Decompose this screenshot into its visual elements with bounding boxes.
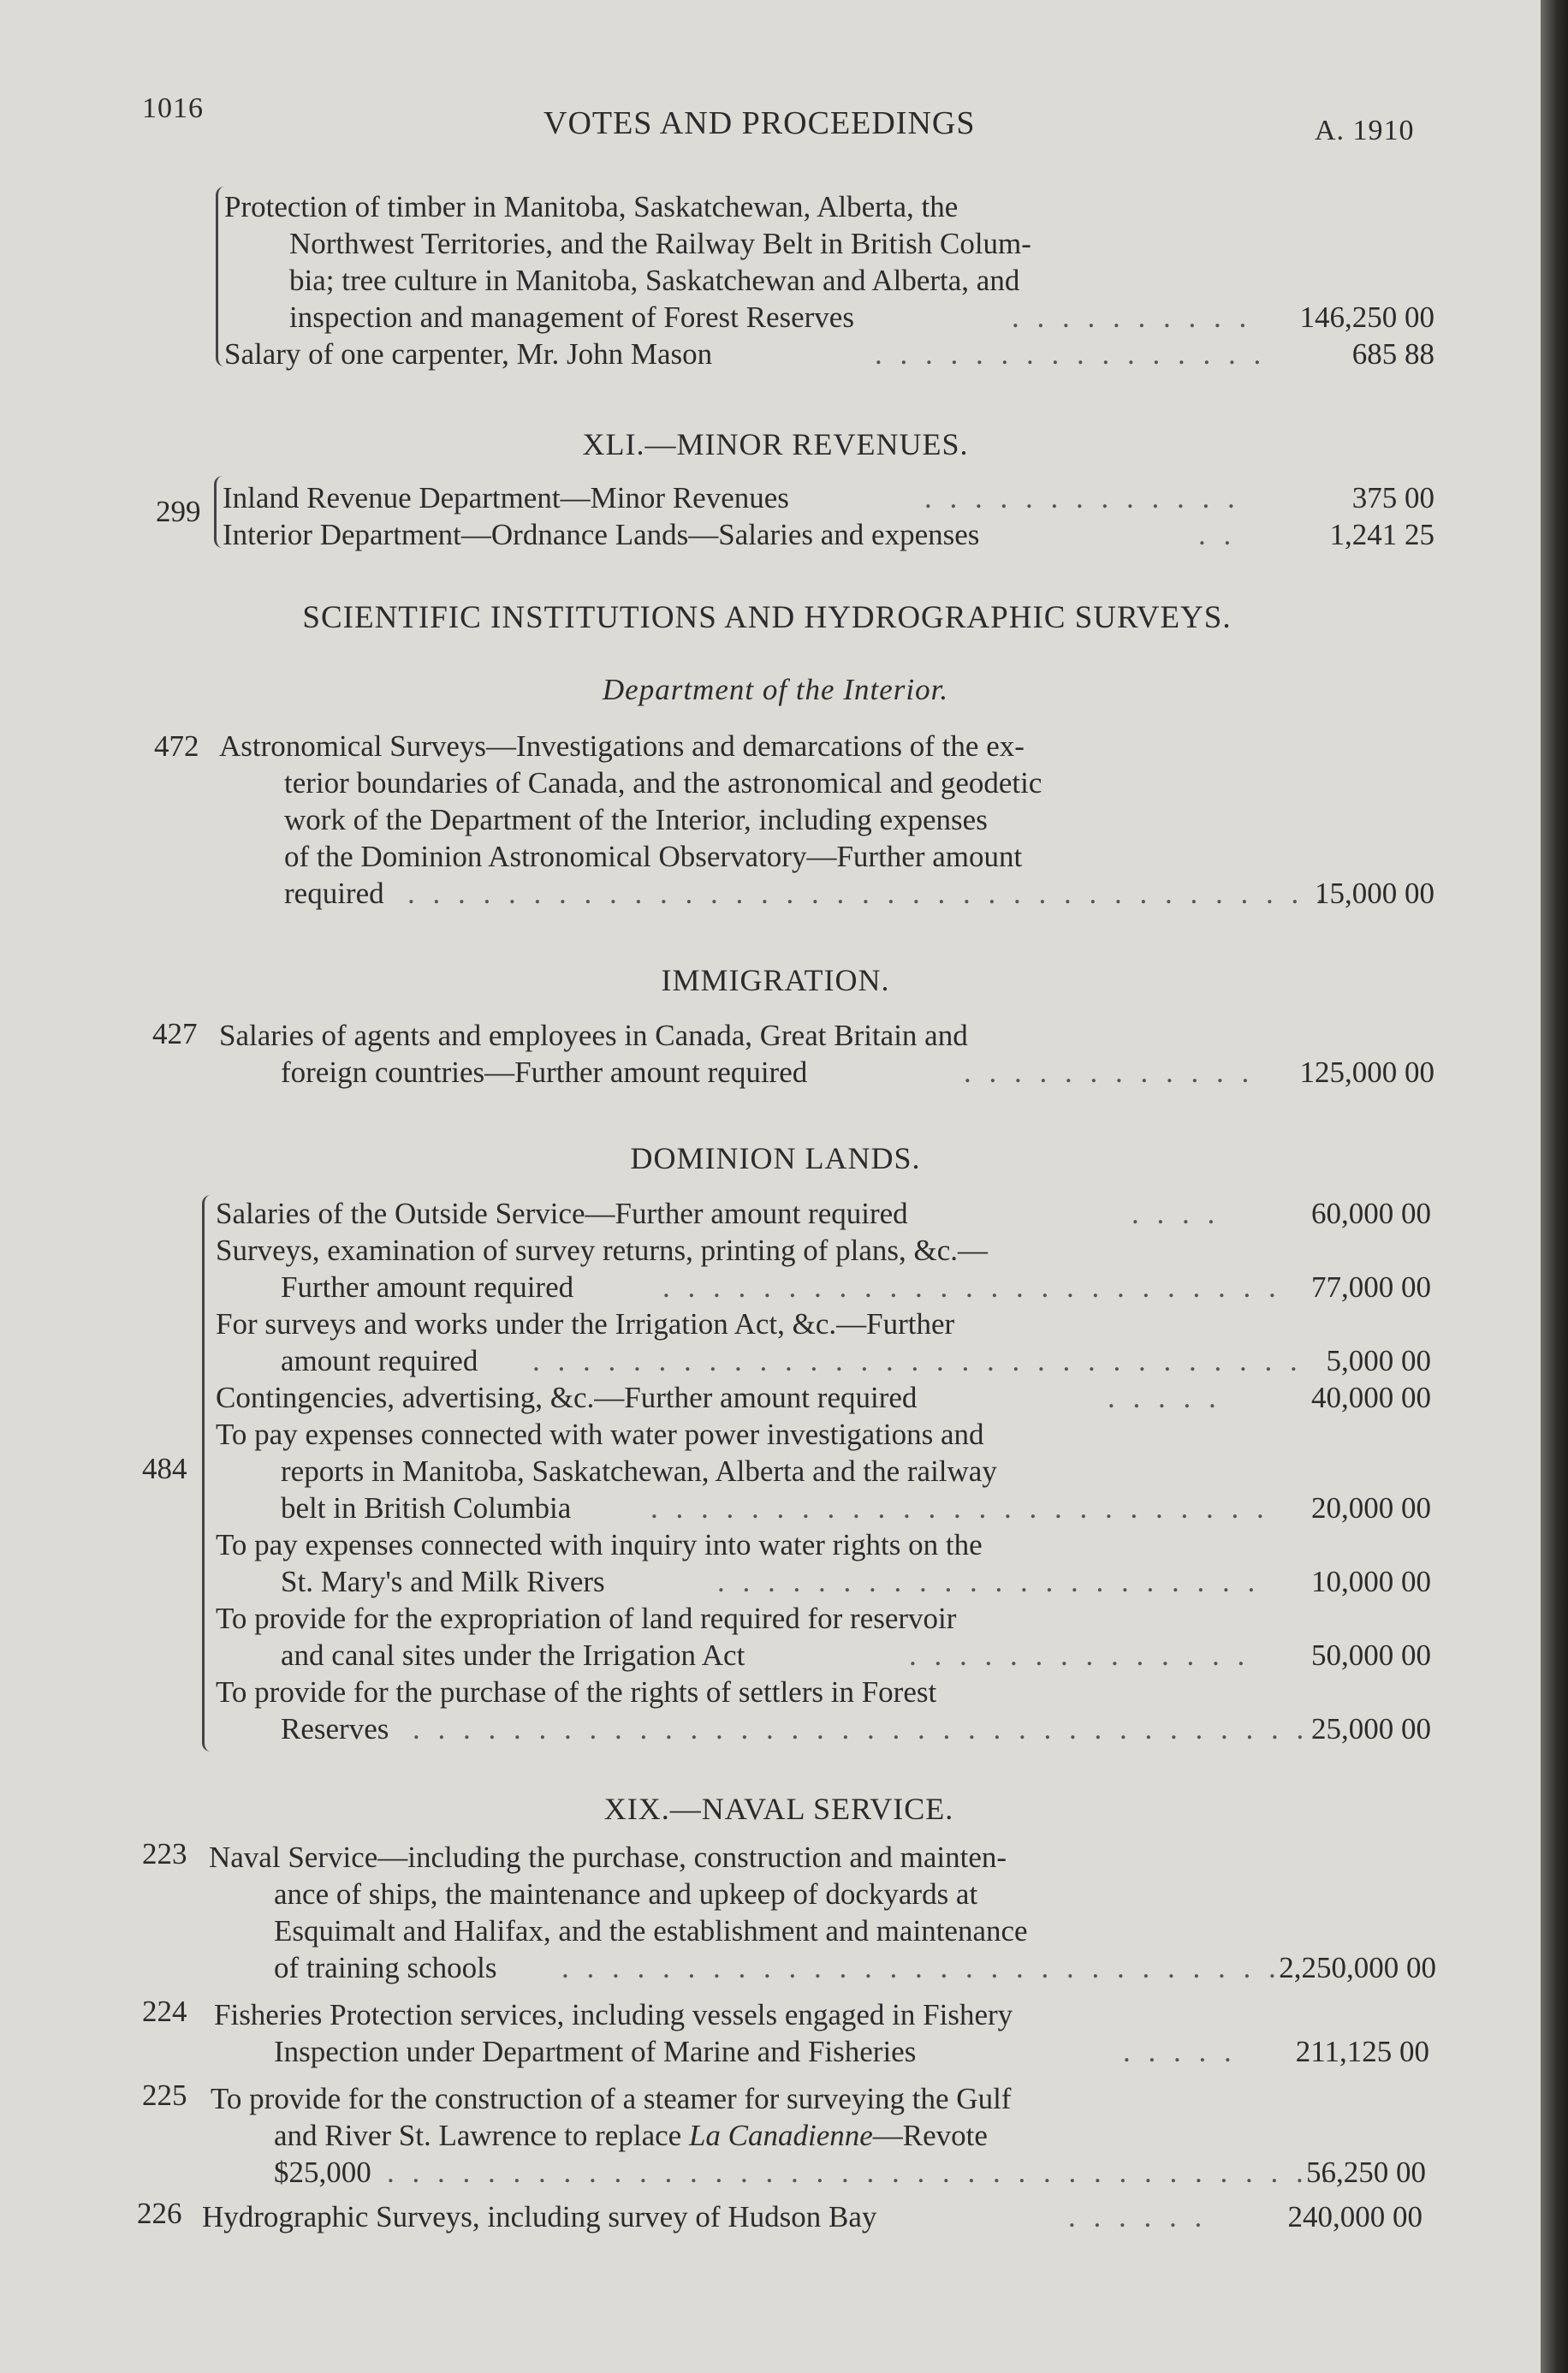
entry-line: To pay expenses connected with water power investigations and <box>216 1418 984 1451</box>
vote-number: 225 <box>142 2079 187 2112</box>
amount: 40,000 00 <box>1311 1381 1431 1414</box>
entry-line: Reserves . . . . . . . . . . . . . . . . . . . . . . . . . . . . . . . . . . . . 25,000 00 <box>281 1712 1431 1746</box>
section-heading: SCIENTIFIC INSTITUTIONS AND HYDROGRAPHIC SURVEYS. <box>302 600 1232 635</box>
entry-line: Salaries of the Outside Service—Further amount required . . . . 60,000 00 <box>216 1197 1431 1230</box>
book-spine <box>1541 0 1568 2373</box>
amount: 25,000 00 <box>1311 1712 1431 1746</box>
naval-service-entry <box>209 1841 1436 1988</box>
entry-line: Salaries of agents and employees in Canada, Great Britain and <box>219 1019 968 1052</box>
entry-line: work of the Department of the Interior, including expenses <box>284 803 988 836</box>
amount: 5,000 00 <box>1326 1344 1431 1377</box>
entry-line: of training schools . . . . . . . . . . . . . . . . . . . . . . . . . . . . . . 2,250,000 00 <box>274 1951 1436 1984</box>
entry-line: inspection and management of Forest Reserves . . . . . . . . . . 146,250 00 <box>289 300 1434 334</box>
vote-number: 484 <box>142 1452 187 1485</box>
entry-line: $25,000 . . . . . . . . . . . . . . . . . . . . . . . . . . . . . . . . . . . . . . 56,250 00 <box>274 2156 1426 2189</box>
amount: 685 88 <box>1351 337 1434 371</box>
brace <box>202 1195 215 1752</box>
section-heading: XLI.—MINOR REVENUES. <box>582 427 969 461</box>
entry-line: and River St. Lawrence to replace La Canadienne—Revote <box>274 2119 988 2152</box>
amount: 211,125 00 <box>1295 2035 1429 2068</box>
entry-line: For surveys and works under the Irrigation Act, &c.—Further <box>216 1307 955 1341</box>
vote-number: 224 <box>142 1995 187 2028</box>
entry-line: Surveys, examination of survey returns, printing of plans, &c.— <box>216 1234 989 1267</box>
section-heading: IMMIGRATION. <box>661 963 890 997</box>
entry-line: amount required . . . . . . . . . . . . . . . . . . . . . . . . . . . . . . . 5,000 00 <box>281 1344 1431 1377</box>
amount: 15,000 00 <box>1315 877 1434 910</box>
entry-line: reports in Manitoba, Saskatchewan, Alberta and the railway <box>281 1454 997 1488</box>
astronomical-surveys-entry <box>219 729 1434 913</box>
amount: 50,000 00 <box>1311 1638 1431 1672</box>
amount: 240,000 00 <box>1287 2200 1422 2233</box>
vote-number: 299 <box>156 495 201 528</box>
entry-line: To provide for the construction of a steamer for surveying the Gulf <box>211 2082 1012 2115</box>
entry-line: Protection of timber in Manitoba, Saskatchewan, Alberta, the <box>224 190 959 223</box>
amount: 125,000 00 <box>1299 1056 1434 1089</box>
ship-name: La Canadienne <box>688 2119 873 2152</box>
entry-line: ance of ships, the maintenance and upkeep of dockyards at <box>274 1877 978 1911</box>
entry-line: St. Mary's and Milk Rivers . . . . . . . . . . . . . . . . . . . . . . 10,000 00 <box>281 1565 1431 1598</box>
vote-number: 472 <box>154 729 199 763</box>
entry-line: Naval Service—including the purchase, construction and mainten- <box>209 1841 1007 1874</box>
page-number: 1016 <box>142 92 204 124</box>
entry-line: Salary of one carpenter, Mr. John Mason . . . . . . . . . . . . . . . . 685 88 <box>224 337 1434 371</box>
entry-line: belt in British Columbia . . . . . . . . . . . . . . . . . . . . . . . . . 20,000 00 <box>281 1491 1431 1525</box>
entry-line: required . . . . . . . . . . . . . . . . . . . . . . . . . . . . . . . . . . . . . 15,000 00 <box>284 877 1434 910</box>
entry-line: To provide for the purchase of the rights of settlers in Forest <box>216 1675 937 1709</box>
amount: 10,000 00 <box>1311 1565 1431 1598</box>
amount: 1,241 25 <box>1329 518 1434 551</box>
vote-number: 223 <box>142 1837 187 1870</box>
fisheries-protection-entry <box>214 1998 1429 2072</box>
amount: 375 00 <box>1351 481 1434 514</box>
entry-line: of the Dominion Astronomical Observatory—Further amount <box>284 840 1023 873</box>
hydrographic-surveys-entry <box>202 2200 1422 2237</box>
amount: 77,000 00 <box>1311 1270 1431 1304</box>
vote-number: 427 <box>152 1017 198 1050</box>
entry-line: foreign countries—Further amount required . . . . . . . . . . . . 125,000 00 <box>281 1056 1434 1089</box>
entry-line: Northwest Territories, and the Railway Belt in British Colum- <box>289 227 1031 260</box>
dominion-lands-entry <box>216 1197 1431 1749</box>
vote-number: 226 <box>137 2197 182 2230</box>
entry-line: Interior Department—Ordnance Lands—Salaries and expenses . . 1,241 25 <box>223 518 1434 551</box>
entry-line: terior boundaries of Canada, and the astronomical and geodetic <box>284 766 1042 800</box>
amount: 2,250,000 00 <box>1279 1951 1436 1984</box>
amount: 60,000 00 <box>1311 1197 1431 1230</box>
amount: 20,000 00 <box>1311 1491 1431 1525</box>
entry-line: Fisheries Protection services, including vessels engaged in Fishery <box>214 1998 1013 2031</box>
running-title: VOTES AND PROCEEDINGS <box>543 105 976 141</box>
entry-line: To provide for the expropriation of land required for reservoir <box>216 1602 957 1635</box>
immigration-entry <box>219 1019 1434 1092</box>
entry-line: Contingencies, advertising, &c.—Further amount required . . . . . 40,000 00 <box>216 1381 1431 1414</box>
running-year: A. 1910 <box>1315 115 1415 146</box>
department-subheading: Department of the Interior. <box>602 673 949 706</box>
timber-protection-entry <box>219 190 1434 374</box>
section-heading: XIX.—NAVAL SERVICE. <box>603 1792 954 1826</box>
section-heading: DOMINION LANDS. <box>630 1141 921 1175</box>
entry-line: Hydrographic Surveys, including survey of Hudson Bay . . . . . . 240,000 00 <box>202 2200 1422 2233</box>
entry-line: Further amount required . . . . . . . . . . . . . . . . . . . . . . . . . 77,000 00 <box>281 1270 1431 1304</box>
entry-line: Inland Revenue Department—Minor Revenues . . . . . . . . . . . . . 375 00 <box>223 481 1434 514</box>
entry-line: To pay expenses connected with inquiry into water rights on the <box>216 1528 983 1561</box>
amount: 146,250 00 <box>1299 300 1434 334</box>
steamer-construction-entry <box>211 2082 1426 2192</box>
entry-line: Esquimalt and Halifax, and the establishment and maintenance <box>274 1914 1028 1948</box>
amount: 56,250 00 <box>1306 2156 1426 2189</box>
minor-revenues-entry <box>219 481 1434 555</box>
entry-line: Astronomical Surveys—Investigations and demarcations of the ex- <box>219 729 1025 763</box>
entry-line: bia; tree culture in Manitoba, Saskatchewan and Alberta, and <box>289 264 1020 297</box>
entry-line: Inspection under Department of Marine and Fisheries . . . . . 211,125 00 <box>274 2035 1429 2068</box>
entry-line: and canal sites under the Irrigation Act . . . . . . . . . . . . . . 50,000 00 <box>281 1638 1431 1672</box>
